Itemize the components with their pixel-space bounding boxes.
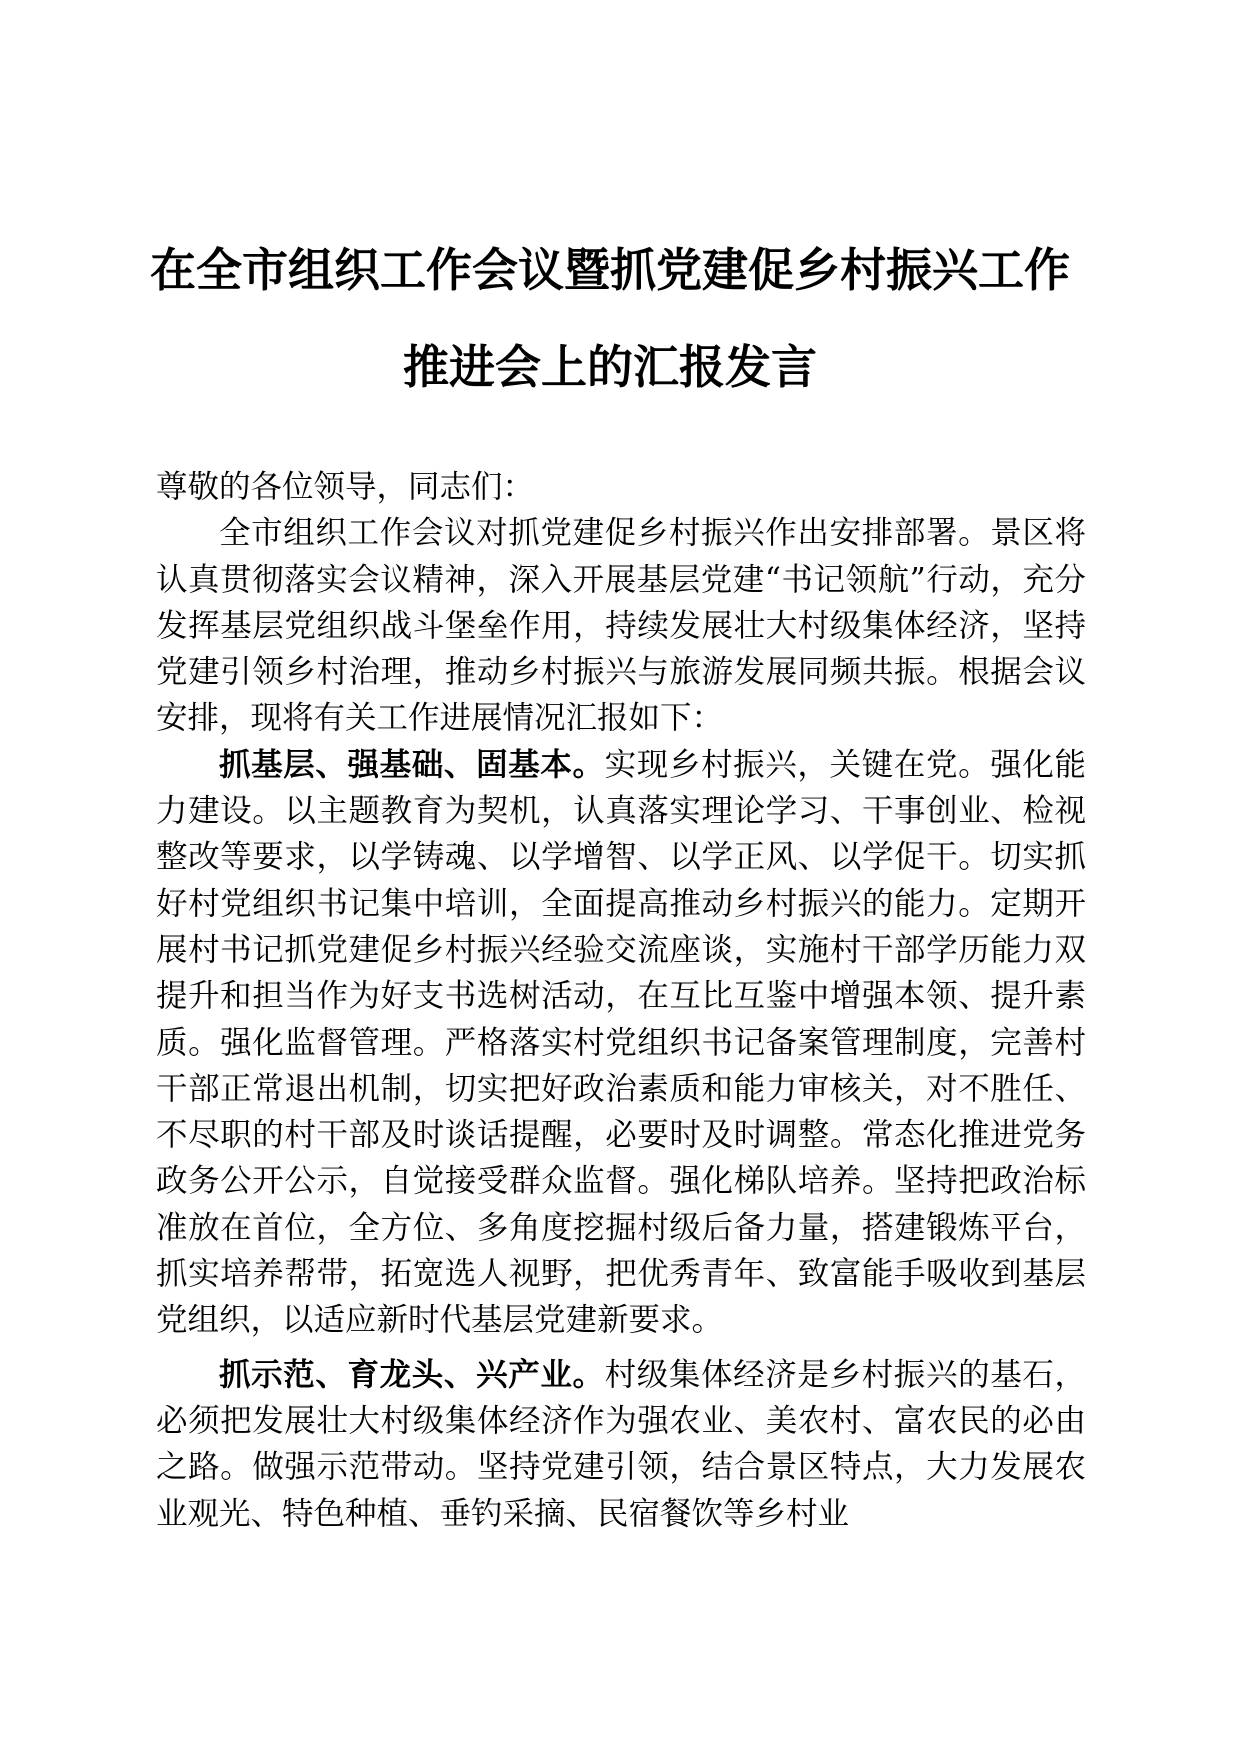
paragraph-lead: 抓基层、强基础、固基本。 xyxy=(219,745,605,783)
document-body xyxy=(156,464,1086,1537)
document-title xyxy=(140,222,1080,416)
paragraph-text: 实现乡村振兴，关键在党。强化能力建设。以主题教育为契机，认真落实理论学习、干事创业、检视整改等要求，以学铸魂、以学增智、以学正风、以学促干。切实抓好村党组织书记集中培训，全面提高推动乡村振兴的能力。定期开展村书记抓党建促乡村振兴经验交流座谈，实施村干部学历能力双提升和担当作为好支书选树活动，在互比互鉴中增强本领、提升素质。强化监督管理。严格落实村党组织书记备案管理制度，完善村干部正常退出机制，切实把好政治素质和能力审核关，对不胜任、不尽职的村干部及时谈话提醒，必要时及时调整。常态化推进党务政务公开公示，自觉接受群众监督。强化梯队培养。坚持把政治标准放在首位，全方位、多角度挖掘村级后备力量，搭建锻炼平台，抓实培养帮带，拓宽选人视野，把优秀青年、致富能手吸收到基层党组织，以适应新时代基层党建新要求。 xyxy=(156,746,1086,1339)
paragraph-text: 村级集体经济是乡村振兴的基石，必须把发展壮大村级集体经济作为强农业、美农村、富农民的必由之路。做强示范带动。坚持党建引领，结合景区特点，大力发展农业观光、特色种植、垂钓采摘、民宿餐饮等乡村业 xyxy=(156,1356,1086,1532)
title-line-2: 推进会上的汇报发言 xyxy=(403,340,817,394)
salutation: 尊敬的各位领导，同志们： xyxy=(156,469,535,505)
paragraph-industry xyxy=(156,1352,1086,1537)
paragraph-text: 全市组织工作会议对抓党建促乡村振兴作出安排部署。景区将认真贯彻落实会议精神，深入开展基层党建“书记领航”行动，充分发挥基层党组织战斗堡垒作用，持续发展壮大村级集体经济，坚持党建引领乡村治理，推动乡村振兴与旅游发展同频共振。根据会议安排，现将有关工作进展情况汇报如下： xyxy=(156,515,1086,737)
paragraph-grassroots xyxy=(156,742,1086,1344)
paragraph-intro xyxy=(156,510,1086,741)
paragraph-lead: 抓示范、育龙头、兴产业。 xyxy=(219,1355,605,1393)
title-line-1: 在全市组织工作会议暨抓党建促乡村振兴工作 xyxy=(150,243,1070,297)
